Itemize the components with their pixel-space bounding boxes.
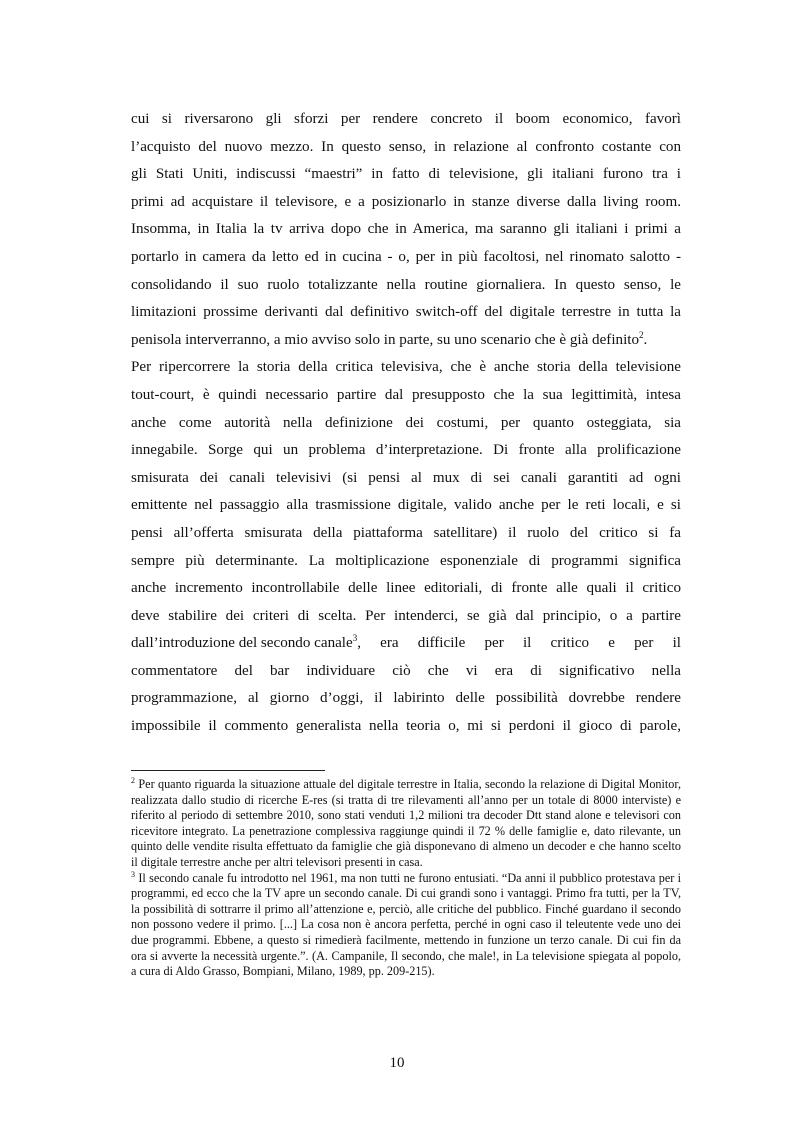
footnote-number: 2 [131, 775, 135, 785]
body-line: anche come autorità nella definizione dei costumi, per quanto osteggiata, sia [131, 414, 681, 431]
body-line: programmazione, al giorno d’oggi, il labirinto delle possibilità dovrebbe rendere [131, 690, 681, 707]
body-line-text: penisola interverranno, a mio avviso solo in parte, su uno scenario che è già definito [131, 331, 640, 348]
body-line: gli Stati Uniti, indiscussi “maestri” in fatto di televisione, gli italiani furono tra i [131, 166, 681, 183]
body-line: deve stabilire dei criteri di scelta. Per intenderci, se già dal principio, o a partire [131, 607, 681, 624]
body-line: consolidando il suo ruolo totalizzante nella routine giornaliera. In questo senso, le [131, 276, 681, 293]
footnote-text: Per quanto riguarda la situazione attuale del digitale terrestre in Italia, secondo la relazione di Digital Monitor, realizzata dallo studio di ricerche E-res (si tratta di tre rilevamenti all’anno per un totale di 8000 interviste) e riferito al periodo di settembre 2010, sono stati venduti 1,2 milioni tra decoder Dtt stand alone e televisori con ricevitore integrato. La penetrazione complessiva raggiunge quindi il 72 % delle famiglie e, dato rilevante, un quinto delle vendite risulta effettuato da famiglie che già disponevano di almeno un decoder e che hanno scelto il digitale terrestre anche per altri televisori presenti in casa. [131, 777, 682, 869]
body-line: Insomma, in Italia la tv arriva dopo che in America, ma saranno gli italiani i primi a [131, 221, 681, 238]
body-line: smisurata dei canali televisivi (si pensi al mux di sei canali garantiti ad ogni [131, 469, 681, 486]
footnote-2 [131, 777, 681, 871]
sentence-period: . [643, 331, 648, 348]
body-line: sempre più determinante. La moltiplicazione esponenziale di programmi significa [131, 552, 681, 569]
footnote-number: 3 [131, 869, 135, 879]
body-line-text-continued: , era difficile per il critico e per il [357, 635, 681, 652]
body-line: impossibile il commento generalista nella teoria o, mi si perdoni il gioco di parole, [131, 718, 681, 735]
body-paragraph [131, 106, 681, 741]
body-line: cui si riversarono gli sforzi per rendere concreto il boom economico, favorì [131, 111, 681, 127]
body-line: Per ripercorrere la storia della critica televisiva, che è anche storia della televisione [131, 359, 681, 376]
body-line-with-footnote [131, 630, 681, 658]
body-line-with-footnote [131, 327, 681, 355]
body-line: primi ad acquistare il televisore, e a posizionarlo in stanze diverse dalla living room. [131, 193, 681, 210]
body-line: limitazioni prossime derivanti dal definitivo switch-off del digitale terrestre in tutta la [131, 304, 681, 321]
body-line: commentatore del bar individuare ciò che vi era di significativo nella [131, 662, 681, 679]
footnote-ref-3[interactable]: 3 [352, 633, 358, 644]
body-line: l’acquisto del nuovo mezzo. In questo senso, in relazione al confronto costante con [131, 138, 681, 155]
page-number: 10 [389, 1055, 405, 1071]
body-line-text: dall’introduzione del secondo canale$^3$ [131, 633, 358, 652]
body-line: pensi all’offerta smisurata della piattaforma satellitare) il ruolo del critico si fa [131, 524, 681, 541]
body-line: anche incremento incontrollabile delle linee editoriali, di fronte alle quali il critico [131, 580, 681, 597]
footnote-text: Il secondo canale fu introdotto nel 1961, ma non tutti ne furono entusiati. “Da anni il pubblico protestava per i programmi, ed ecco che la TV apre un secondo canale. Di cui grandi sono i vantaggi. Primo fra tutti, per la TV, la possibilità di sottrarre il primo all’attenzione e, perciò, alle critiche del pubblico. Finché guardano il secondo non possono vedere il primo. [...] La cosa non è ancora perfetta, perché in ogni caso il teleutente vede uno dei due programmi. Ebbene, a questo si rimedierà facilmente, mettendo in funzione un terzo canale. Di cui fin da ora si avverte la necessità urgente.”. (A. Campanile, Il secondo, che male!, in La televisione spiegata al popolo, a cura di Aldo Grasso, Bompiani, Milano, 1989, pp. 209-215). [131, 870, 682, 979]
body-line: portarlo in camera da letto ed in cucina - o, per in più facoltosi, nel rinomato salotto - [131, 248, 681, 265]
body-line: emittente nel passaggio alla trasmissione digitale, valido anche per le reti locali, e si [131, 497, 681, 514]
body-line: tout-court, è quindi necessario partire dal presupposto che la sua legittimità, intesa [131, 386, 681, 403]
footnote-divider [131, 770, 325, 771]
footnote-ref-2[interactable]: 2 [639, 329, 644, 340]
footnotes [131, 777, 681, 980]
footnote-3 [131, 871, 681, 980]
body-line: innegabile. Sorge qui un problema d’interpretazione. Di fronte alla prolificazione [131, 442, 681, 459]
